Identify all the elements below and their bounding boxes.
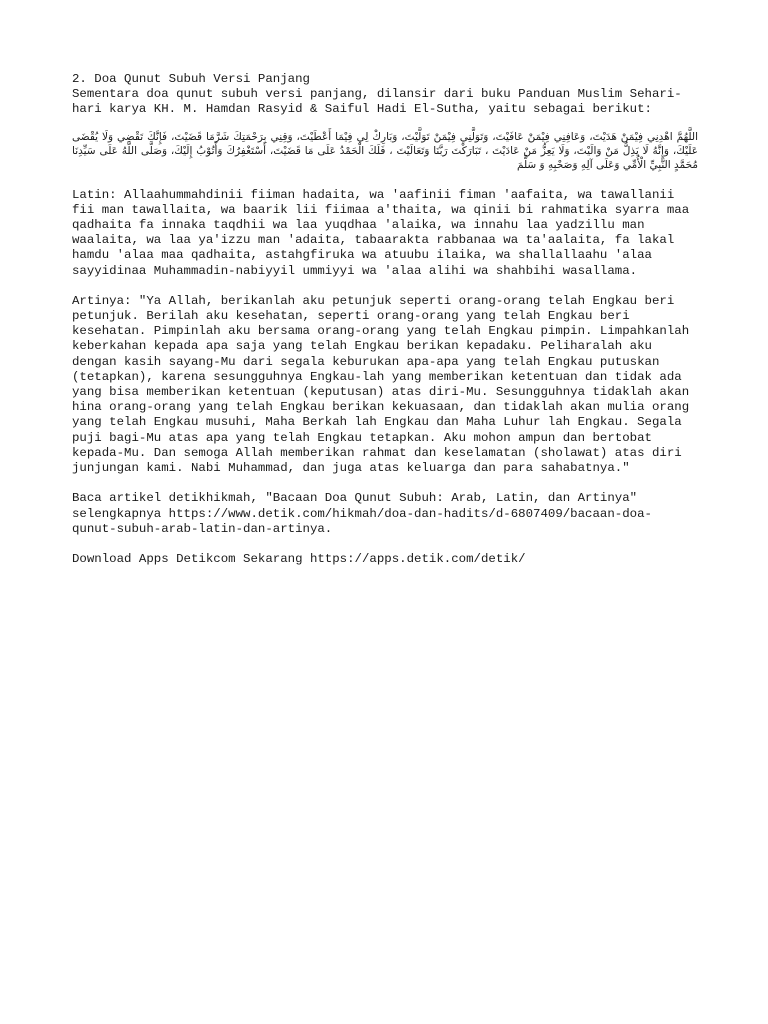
baca-line: selengkapnya https://www.detik.com/hikmah/doa-dan-hadits/d-6807409/bacaan-doa- [72, 506, 652, 521]
paragraph-gap [72, 476, 698, 491]
latin-line: fii man tawallaita, wa baarik lii fiimaa a'thaita, wa qinii bi rahmatika syarra maa [72, 202, 690, 217]
latin-line: waalaita, wa laa ya'izzu man 'adaita, tabaarakta rabbanaa wa ta'aalaita, fa lakal [72, 233, 675, 248]
paragraph-gap [72, 279, 698, 294]
download-apps-line: Download Apps Detikcom Sekarang https://apps.detik.com/detik/ [72, 552, 526, 567]
artinya-line: kepada-Mu. Dan semoga Allah memberikan rahmat dan keselamatan (sholawat) atas diri [72, 445, 682, 460]
artinya-line: junjungan kami. Nabi Muhammad, dan juga atas keluarga dan para sahabatnya." [72, 460, 630, 475]
arabic-prayer-text: اللَّهُمَّ اهْدِنِي فِيْمَنْ هَدَيْتَ، وَعَافِنِي فِيْمَنْ عَافَيْتَ، وَتَوَلَّنِي فِيْمَنْ تَوَلَّيْتَ، وَبَارِكْ لِي فِيْمَا أَعْطَيْتَ، وَقِنِي بِرَحْمَتِكَ شَرَّمَا قَضَيْتَ، فَإِنَّكَ تَقْضِي وَلَا يُقْضَى عَلَيْكَ، وَإِنَّهُ لَا يَذِلُّ مَنْ وَالَيْتَ، وَلَا يَعِزُّ مَنْ عَادَيْتَ ، تَبَارَكْتَ رَبَّنَا وَتَعَالَيْتَ ، فَلَكَ الْحَمْدُ عَلَى مَا قَضَيْتَ، أَسْتَغْفِرُكَ وَأَتُوْبُ إِلَيْكَ، وَصَلَّى اللَّهُ عَلَى سَيِّدِنَا مُحَمَّدٍ النَّبِيِّ الْأُمِّي وَعَلَى آلِهِ وَصَحْبِهِ وَ سَلَّمَ [72, 130, 698, 171]
artinya-line: petunjuk. Berilah aku kesehatan, seperti orang-orang yang telah Engkau beri [72, 309, 630, 324]
document-page [72, 72, 698, 567]
artinya-line: yang telah Engkau musuhi, Maha Berkah lah Engkau dan Maha Luhur lah Engkau. Segala [72, 415, 682, 430]
artinya-line: keberkahan kepada apa saja yang telah Engkau berikan kepadaku. Peliharalah aku [72, 339, 652, 354]
section-heading: 2. Doa Qunut Subuh Versi Panjang [72, 72, 310, 86]
artinya-line: Artinya: "Ya Allah, berikanlah aku petunjuk seperti orang-orang telah Engkau beri [72, 293, 675, 308]
baca-line: Baca artikel detikhikmah, "Bacaan Doa Qunut Subuh: Arab, Latin, dan Artinya" [72, 491, 638, 506]
artinya-line: yang bisa memberikan ketentuan (keputusan) atas diri-Mu. Sesungguhnya tidaklah akan [72, 385, 690, 399]
latin-line: Latin: Allaahummahdinii fiiman hadaita, wa 'aafinii fiman 'aafaita, wa tawallanii [72, 187, 675, 202]
latin-line: qadhaita fa innaka taqdhii wa laa yuqdhaa 'alaika, wa innahu laa yadzillu man [72, 217, 645, 232]
intro-line: hari karya KH. M. Hamdan Rasyid & Saiful Hadi El-Sutha, yaitu sebagai berikut: [72, 102, 652, 117]
artinya-line: (tetapkan), karena sesungguhnya Engkau-lah yang memberikan ketentuan dan tidak ada [72, 369, 682, 384]
latin-line: hamdu 'alaa maa qadhaita, astahgfiruka wa atuubu ilaika, wa shallallaahu 'alaa [72, 248, 652, 263]
artinya-line: hina orang-orang yang telah Engkau berikan kekuasaan, dan tidaklah akan mulia orang [72, 400, 690, 415]
artinya-line: puji bagi-Mu atas apa yang telah Engkau tetapkan. Aku mohon ampun dan bertobat [72, 430, 652, 445]
intro-line: Sementara doa qunut subuh versi panjang, dilansir dari buku Panduan Muslim Sehari- [72, 87, 682, 102]
artinya-line: dengan kasih sayang-Mu dari segala keburukan apa-apa yang telah Engkau putuskan [72, 354, 660, 369]
paragraph-gap [72, 537, 698, 552]
baca-line: qunut-subuh-arab-latin-dan-artinya. [72, 521, 333, 536]
artinya-line: kesehatan. Pimpinlah aku bersama orang-orang yang telah Engkau pimpin. Limpahkanlah [72, 324, 690, 339]
latin-line: sayyidinaa Muhammadin-nabiyyil ummiyyi wa 'alaa alihi wa shahbihi wasallama. [72, 263, 638, 278]
